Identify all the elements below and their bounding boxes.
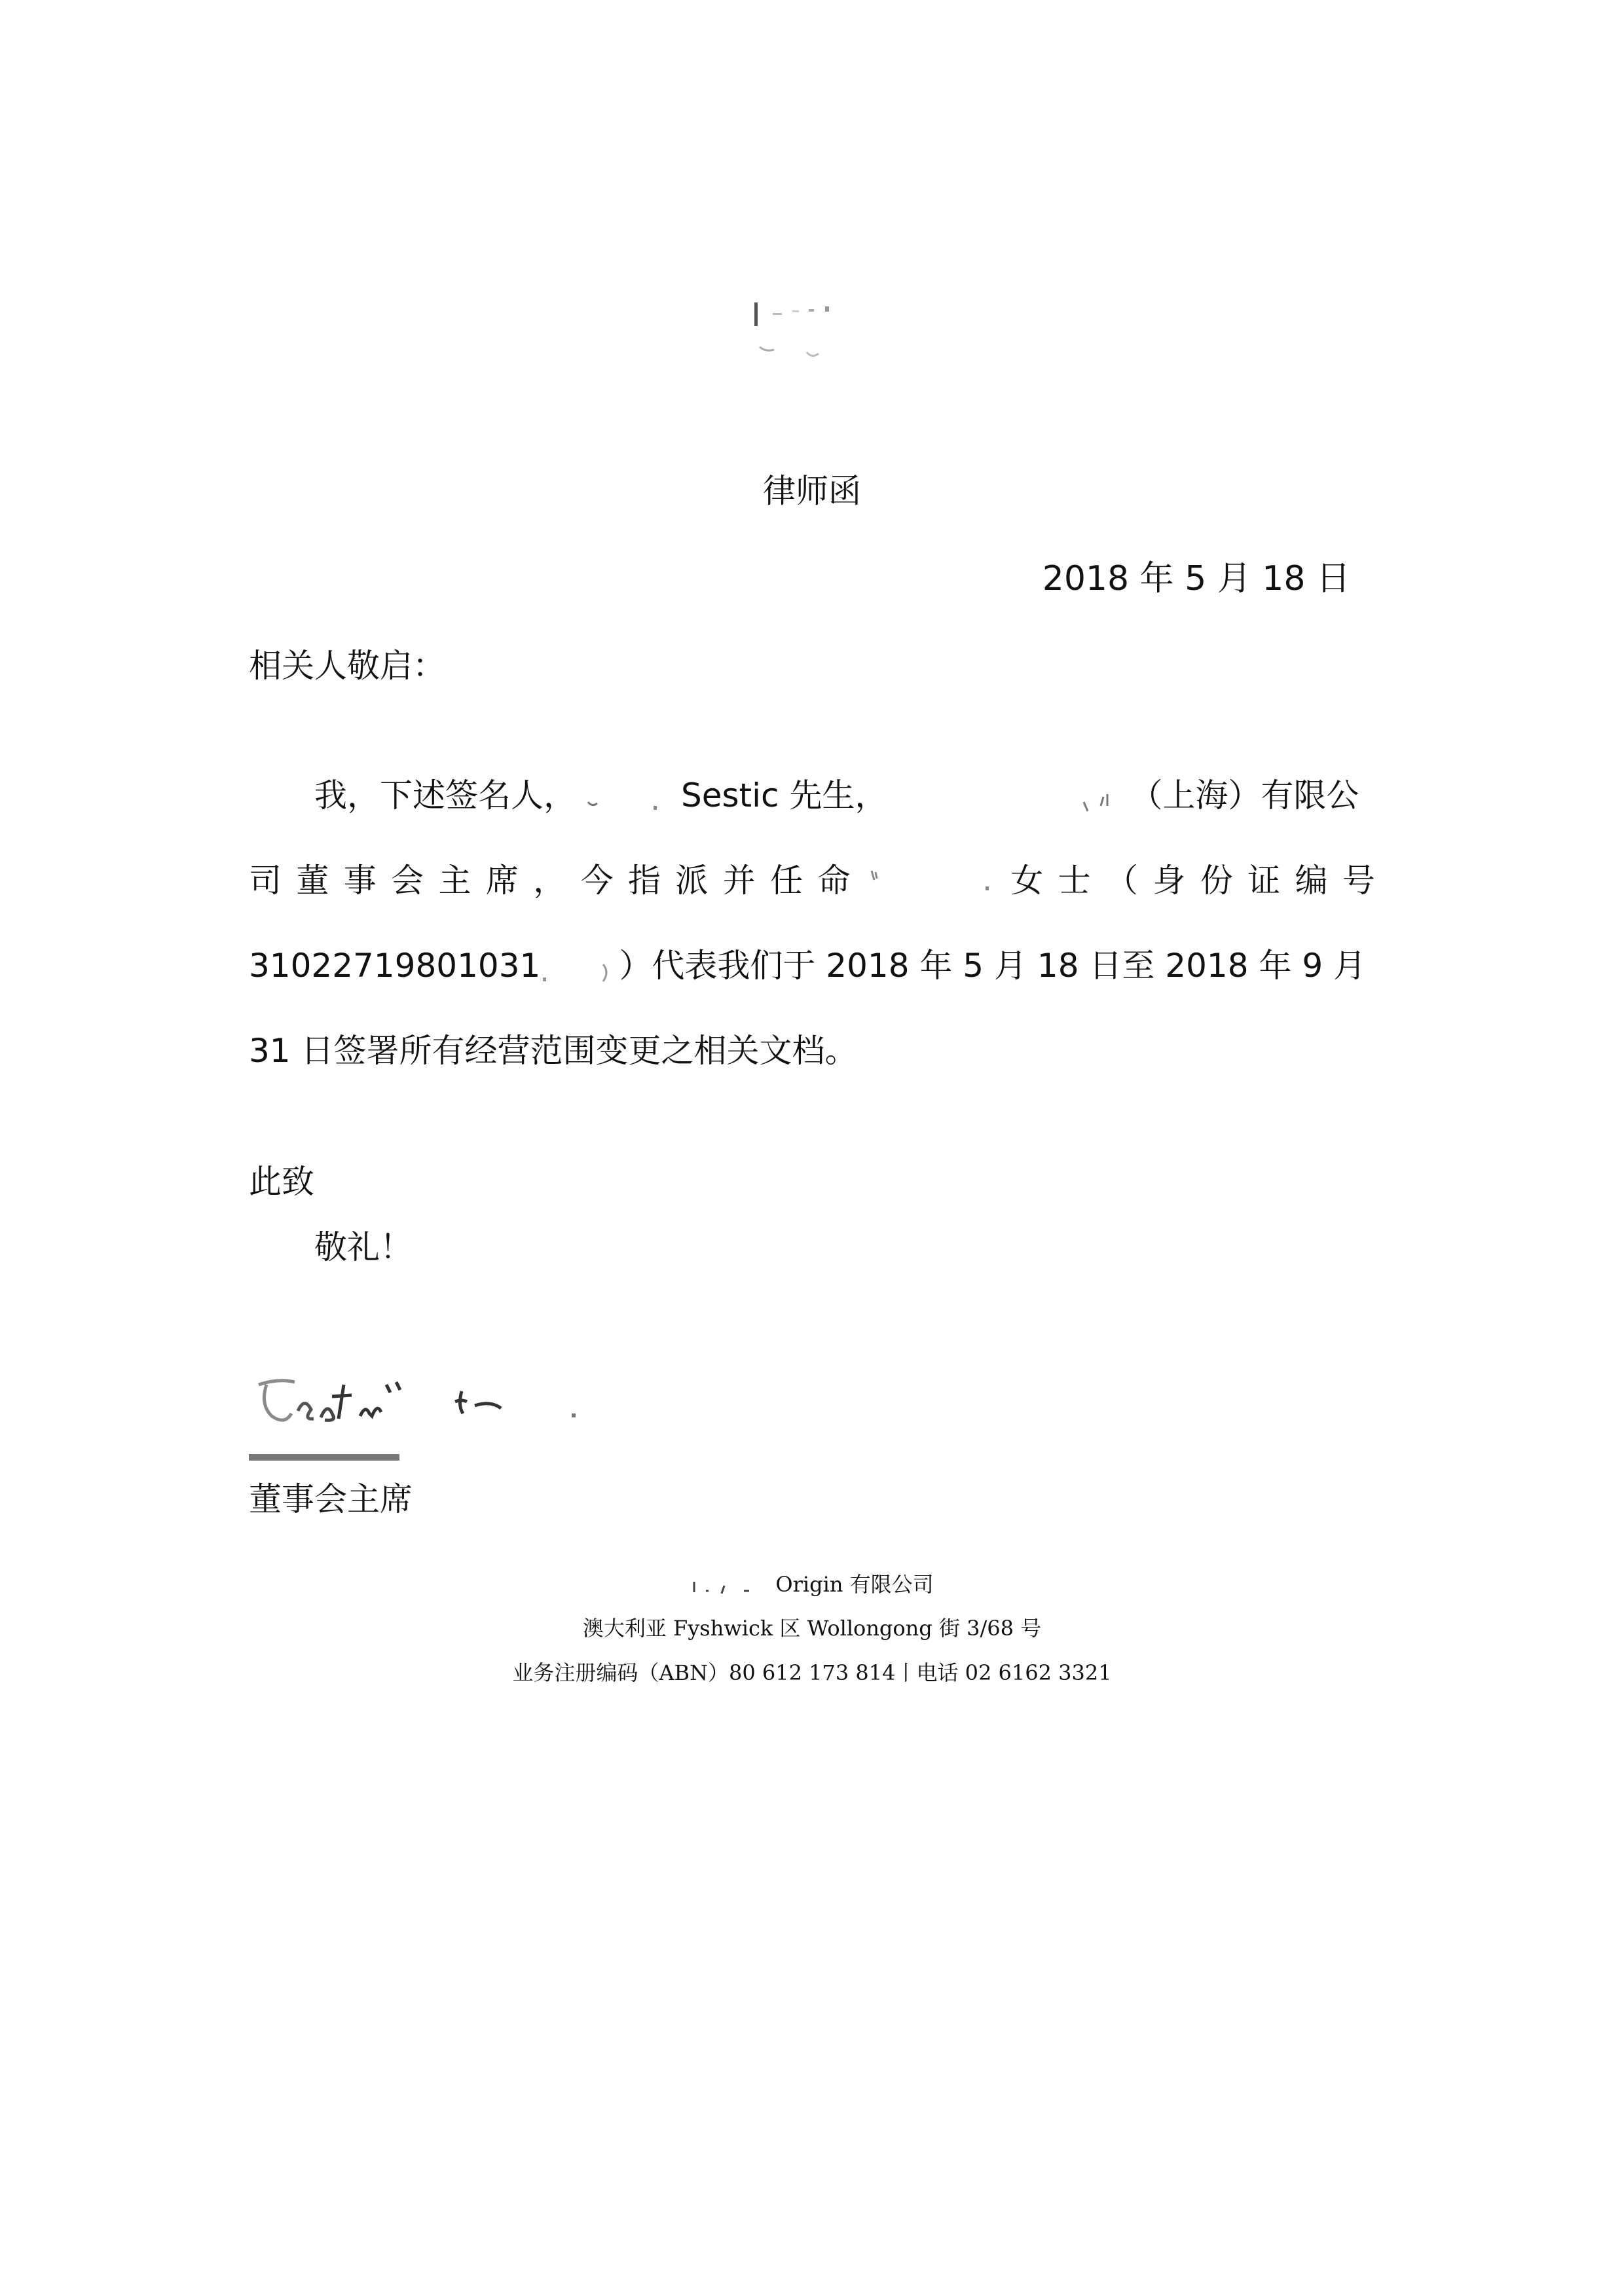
char: 女 bbox=[1010, 862, 1044, 900]
closing-line-1: 此致 bbox=[249, 1163, 314, 1201]
handwritten-signature bbox=[252, 1358, 619, 1444]
char: 证 bbox=[1247, 862, 1281, 900]
body-line-2-spread bbox=[249, 858, 1375, 903]
redacted-company-prefix bbox=[690, 1576, 762, 1596]
char: 任 bbox=[770, 862, 803, 900]
redacted-appointee-name bbox=[865, 858, 996, 897]
char: 主 bbox=[438, 862, 471, 900]
printed-name-redacted bbox=[249, 1450, 399, 1466]
char: 司 bbox=[249, 862, 282, 900]
body-line-4: 31 日签署所有经营范围变更之相关文档。 bbox=[249, 1032, 858, 1070]
body-line-2 bbox=[249, 858, 1375, 903]
char: 编 bbox=[1295, 862, 1328, 900]
company-logo bbox=[747, 296, 877, 368]
char: 份 bbox=[1200, 862, 1233, 900]
char: 派 bbox=[675, 862, 709, 900]
body-line-3-rest: ）代表我们于 2018 年 5 月 18 日至 2018 年 9 月 bbox=[619, 947, 1367, 985]
char: 身 bbox=[1153, 862, 1186, 900]
body-line-1-start: 我，下述签名人， bbox=[314, 776, 576, 814]
char: ， bbox=[533, 862, 566, 900]
char: （ bbox=[1105, 862, 1138, 900]
char: 今 bbox=[580, 862, 614, 900]
char: 会 bbox=[391, 862, 424, 900]
salutation: 相关人敬启： bbox=[249, 647, 445, 685]
footer-company-name: Origin 有限公司 bbox=[775, 1572, 934, 1597]
body-line-3 bbox=[249, 943, 1375, 989]
body-line-1 bbox=[249, 773, 1375, 818]
char: 指 bbox=[628, 862, 661, 900]
char: 并 bbox=[722, 862, 756, 900]
closing-line-2: 敬礼！ bbox=[314, 1228, 413, 1266]
signer-title: 董事会主席 bbox=[249, 1480, 413, 1518]
char: 士 bbox=[1058, 862, 1091, 900]
char: 事 bbox=[343, 862, 377, 900]
letter-title: 律师函 bbox=[763, 472, 861, 510]
body-line-1-end: （上海）有限公 bbox=[1130, 776, 1359, 814]
footer-company bbox=[0, 1568, 1624, 1601]
redacted-id-digits bbox=[540, 949, 619, 988]
footer-address: 澳大利亚 Fyshwick 区 Wollongong 街 3/68 号 bbox=[582, 1616, 1042, 1641]
signer-surname: Sestic 先生， bbox=[681, 776, 888, 814]
redacted-first-name bbox=[576, 778, 681, 818]
redacted-company-name bbox=[887, 778, 1130, 818]
char: 席 bbox=[485, 862, 519, 900]
char: 号 bbox=[1342, 862, 1375, 900]
id-number-partial: 31022719801031 bbox=[249, 947, 541, 985]
letter-date: 2018 年 5 月 18 日 bbox=[1042, 559, 1350, 598]
char: 董 bbox=[296, 862, 329, 900]
char: 命 bbox=[817, 862, 851, 900]
footer-registration: 业务注册编码（ABN）80 612 173 814丨电话 02 6162 3321 bbox=[512, 1660, 1112, 1685]
